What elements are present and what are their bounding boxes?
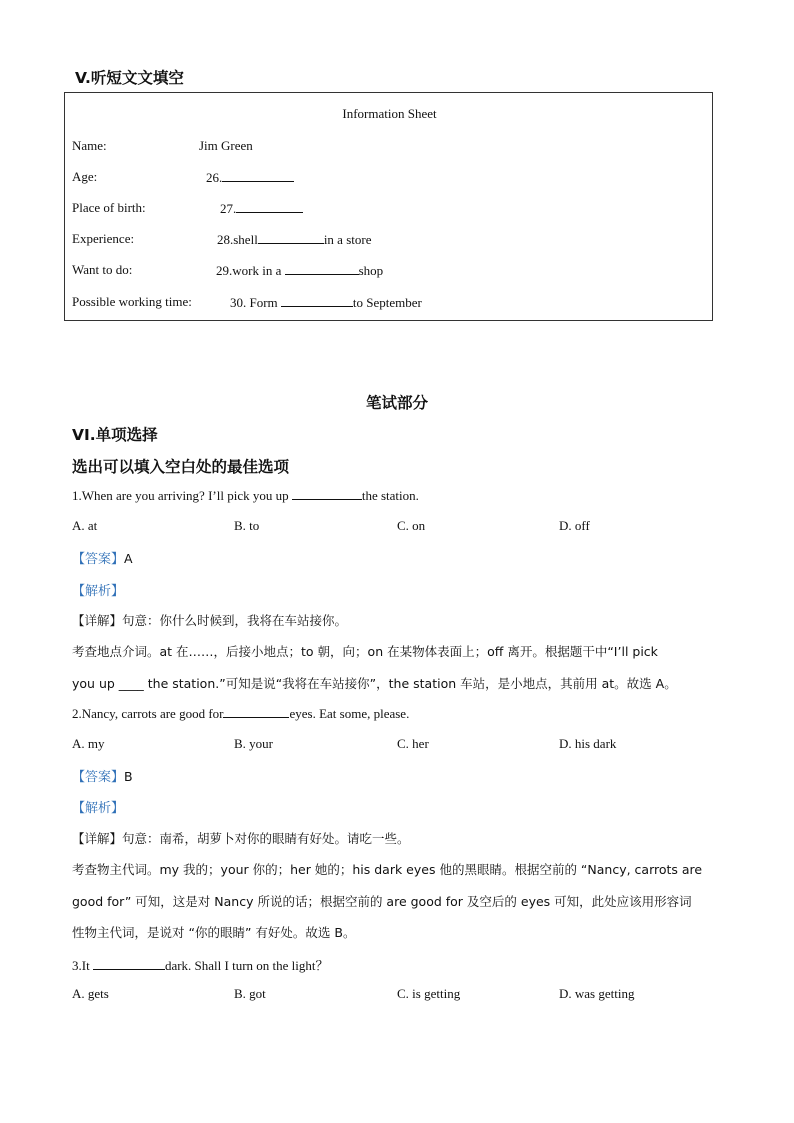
question-1-stem — [72, 487, 419, 504]
explanation-line: good for” 可知，这是对 Nancy 所说的话；根据空前的 are good for 及空后的 eyes 可知，此处应该用形容词 — [72, 894, 692, 909]
option-b[interactable]: B. got — [234, 986, 266, 1001]
section-6-instruction: 选出可以填入空白处的最佳选项 — [72, 458, 290, 476]
answer-value: B — [124, 769, 133, 784]
question-3-stem — [72, 955, 329, 974]
explanation-line: you up ____ the station.”可知是说“我将在车站接你”，the station 车站，是小地点，其前用 at。故选 A。 — [72, 676, 677, 691]
question-2-stem — [72, 705, 409, 722]
option-c[interactable]: C. her — [397, 736, 429, 751]
detail-label: 【详解】 — [72, 613, 123, 628]
option-d[interactable]: D. his dark — [559, 736, 617, 751]
option-d[interactable]: D. off — [559, 518, 590, 533]
info-row-label: Experience: — [72, 231, 135, 246]
written-part-heading: 笔试部分 — [365, 394, 428, 412]
item-suffix: in a store — [323, 232, 372, 247]
info-row-answer — [230, 294, 422, 311]
item-suffix: shop — [358, 263, 384, 278]
option-a[interactable]: A. gets — [72, 986, 109, 1001]
detail-text: 句意：南希，胡萝卜对你的眼睛有好处。请吃一些。 — [122, 831, 410, 846]
explanation-line: 考查物主代词。my 我的；your 你的；her 她的；his dark eyes 他的黑眼睛。根据空前的 “Nancy, carrots are — [72, 862, 703, 877]
detail-text: 句意：你什么时候到，我将在车站接你。 — [122, 613, 348, 628]
answer-line — [72, 766, 133, 786]
explanation-line: 考查地点介词。at 在……，后接小地点；to 朝，向；on 在某物体表面上；off 离开。根据题干中“I’ll pick — [72, 644, 658, 659]
item-prefix: 28.shell — [217, 232, 258, 247]
option-a[interactable]: A. my — [72, 736, 105, 751]
answer-line — [72, 548, 133, 568]
analysis-label: 【解析】 — [72, 801, 125, 816]
option-a[interactable]: A. at — [72, 518, 98, 533]
option-b[interactable]: B. your — [234, 736, 273, 751]
detail-line — [72, 829, 410, 848]
stem-text: dark. Shall I turn on the light？ — [164, 958, 329, 973]
detail-label: 【详解】 — [72, 831, 123, 846]
option-c[interactable]: C. on — [397, 518, 426, 533]
analysis-label: 【解析】 — [72, 584, 125, 599]
option-d[interactable]: D. was getting — [559, 986, 635, 1001]
stem-text: eyes. Eat some, please. — [289, 706, 410, 721]
info-row-label: Age: — [72, 169, 98, 184]
answer-label: 【答案】 — [72, 552, 125, 567]
info-row-answer — [216, 262, 383, 279]
answer-blank[interactable] — [222, 169, 294, 182]
stem-text: 3.It — [72, 958, 93, 973]
stem-text: the station. — [361, 488, 419, 503]
answer-blank[interactable] — [236, 200, 303, 213]
item-number: 27. — [220, 201, 237, 216]
item-number: 26. — [206, 170, 223, 185]
answer-blank[interactable] — [292, 487, 362, 500]
item-suffix: to September — [352, 295, 422, 310]
item-prefix: 30. Form — [230, 295, 281, 310]
info-row-answer — [206, 169, 294, 186]
option-c[interactable]: C. is getting — [397, 986, 461, 1001]
information-sheet — [64, 92, 713, 321]
stem-text: 2.Nancy, carrots are good for — [72, 706, 224, 721]
info-row-label: Name: — [72, 138, 107, 153]
info-row-answer — [220, 200, 303, 217]
info-row-value: Jim Green — [199, 138, 253, 153]
answer-value: A — [124, 551, 133, 566]
answer-label: 【答案】 — [72, 770, 125, 785]
explanation-line: 性物主代词，是说对 “你的眼睛” 有好处。故选 B。 — [72, 925, 356, 940]
answer-blank[interactable] — [285, 262, 359, 275]
answer-blank[interactable] — [93, 957, 165, 970]
info-row-label: Want to do: — [72, 262, 133, 277]
answer-blank[interactable] — [281, 294, 353, 307]
answer-blank[interactable] — [223, 705, 289, 718]
detail-line — [72, 611, 347, 630]
section-6-heading: VI.单项选择 — [72, 426, 158, 444]
stem-text: 1.When are you arriving? I’ll pick you up — [72, 488, 292, 503]
info-row-label: Place of birth: — [72, 200, 146, 215]
option-b[interactable]: B. to — [234, 518, 260, 533]
info-row-label: Possible working time: — [72, 294, 192, 309]
item-prefix: 29.work in a — [216, 263, 285, 278]
info-row-answer — [217, 231, 371, 248]
answer-blank[interactable] — [258, 231, 324, 244]
info-sheet-title: Information Sheet — [342, 106, 437, 121]
section-5-heading: V.听短文文填空 — [75, 69, 184, 87]
